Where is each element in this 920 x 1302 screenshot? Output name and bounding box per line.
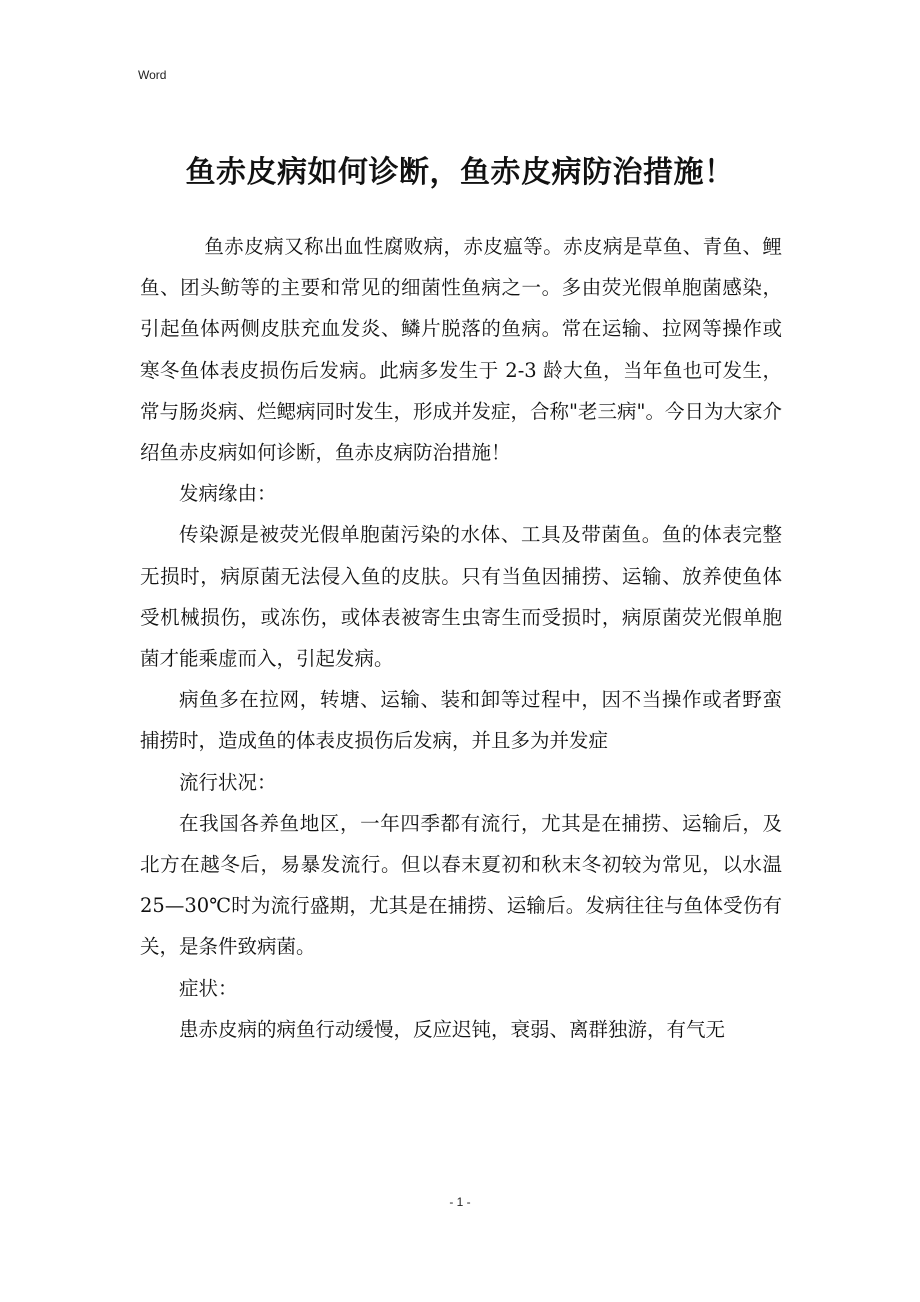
paragraph-cause-handling: 病鱼多在拉网，转塘、运输、装和卸等过程中，因不当操作或者野蛮捕捞时，造成鱼的体表皮损伤后发病，并且多为并发症 bbox=[140, 688, 782, 753]
heading-epidemic: 流行状况： bbox=[179, 770, 277, 794]
paragraph-cause-source: 传染源是被荧光假单胞菌污染的水体、工具及带菌鱼。鱼的体表完整无损时，病原菌无法侵入鱼的皮肤。只有当鱼因捕捞、运输、放养使鱼体受机械损伤，或冻伤，或体表被寄生虫寄生而受损时，病原菌荧光假单胞菌才能乘虚而入，引起发病。 bbox=[140, 523, 782, 671]
document-title: 鱼赤皮病如何诊断，鱼赤皮病防治措施！ bbox=[185, 155, 735, 190]
paragraph-epidemic: 在我国各养鱼地区，一年四季都有流行，尤其是在捕捞、运输后，及北方在越冬后，易暴发流行。但以春末夏初和秋末冬初较为常见，以水温 25—30℃时为流行盛期，尤其是在捕捞、运输后。发病往往与鱼体受伤有关，是条件致病菌。 bbox=[140, 811, 782, 959]
paragraph-intro: 鱼赤皮病又称出血性腐败病，赤皮瘟等。赤皮病是草鱼、青鱼、鲤鱼、团头鲂等的主要和常见的细菌性鱼病之一。多由荧光假单胞菌感染，引起鱼体两侧皮肤充血发炎、鳞片脱落的鱼病。常在运输、拉网等操作或寒冬鱼体表皮损伤后发病。此病多发生于 2-3 龄大鱼，当年鱼也可发生，常与肠炎病、烂鳃病同时发生，形成并发症，合称"老三病"。今日为大家介绍鱼赤皮病如何诊断，鱼赤皮病防治措施！ bbox=[140, 235, 782, 465]
page-number: - 1 - bbox=[449, 1195, 471, 1209]
paragraph-symptoms: 患赤皮病的病鱼行动缓慢，反应迟钝，衰弱、离群独游，有气无 bbox=[179, 1017, 726, 1041]
heading-symptoms: 症状： bbox=[179, 976, 238, 1000]
document-body bbox=[140, 226, 782, 1050]
heading-cause: 发病缘由： bbox=[179, 482, 277, 506]
header-label: Word bbox=[138, 68, 167, 82]
